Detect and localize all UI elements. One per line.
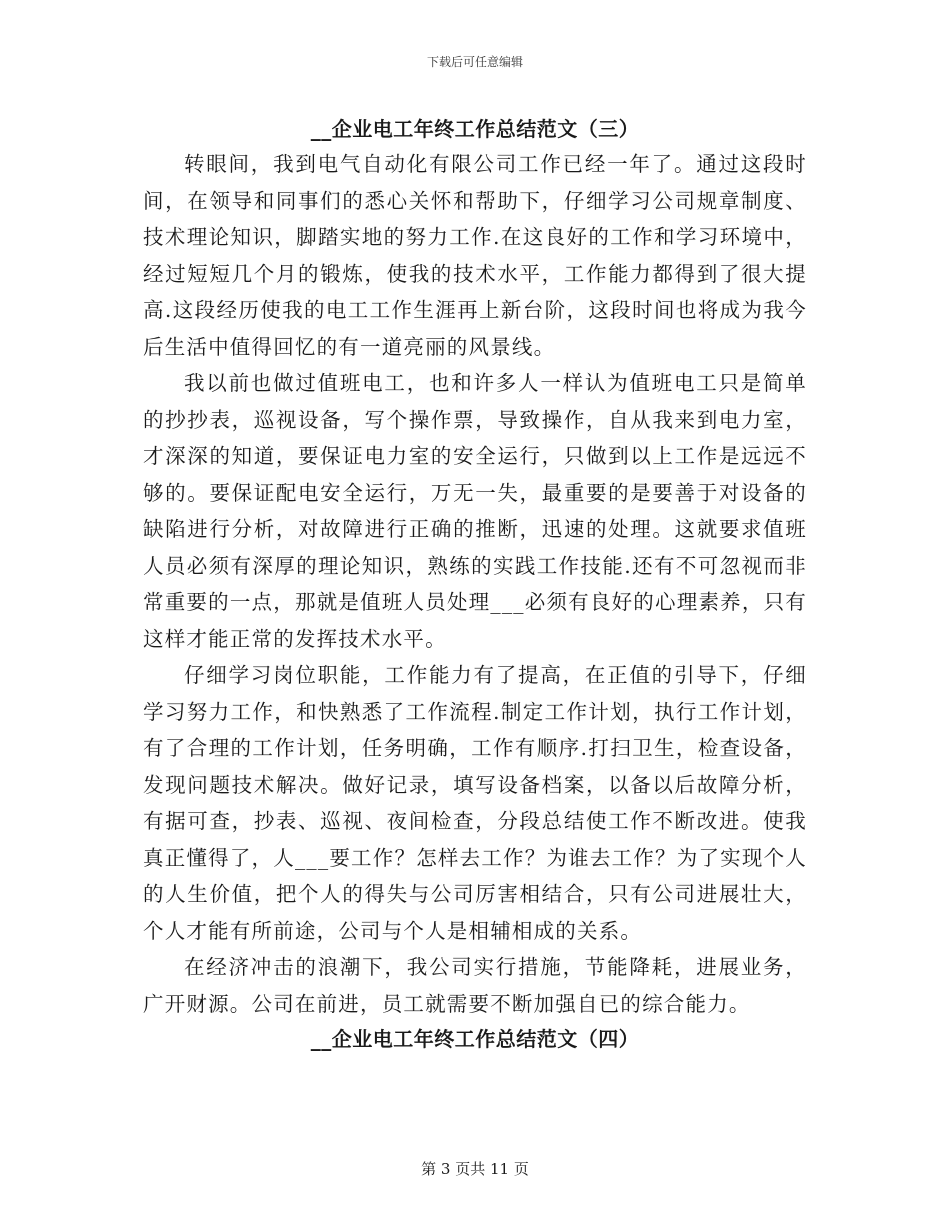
section-title-3: __企业电工年终工作总结范文（三） xyxy=(310,117,640,141)
header-note: 下载后可任意编辑 xyxy=(426,55,523,69)
paragraph-3: 仔细学习岗位职能，工作能力有了提高，在正值的引导下，仔细学习努力工作，和快熟悉了工作流程.制定工作计划，执行工作计划，有了合理的工作计划，任务明确，工作有顺序.打扫卫生，检查设备，发现问题技术解决。做好记录，填写设备档案，以备以后故障分析，有据可查，抄表、巡视、夜间检查，分段总结使工作不断改进。使我真正懂得了，人___要工作？怎样去工作？为谁去工作？为了实现个人的人生价值，把个人的得失与公司厉害相结合，只有公司进展壮大，个人才能有所前途，公司与个人是相辅相成的关系。 xyxy=(143,663,807,943)
paragraph-2: 我以前也做过值班电工，也和许多人一样认为值班电工只是简单的抄抄表，巡视设备，写个操作票，导致操作，自从我来到电力室，才深深的知道，要保证电力室的安全运行，只做到以上工作是远远不够的。要保证配电安全运行，万无一失，最重要的是要善于对设备的缺陷进行分析，对故障进行正确的推断，迅速的处理。这就要求值班人员必须有深厚的理论知识，熟练的实践工作技能.还有不可忽视而非常重要的一点，那就是值班人员处理___必须有良好的心理素养，只有这样才能正常的发挥技术水平。 xyxy=(143,371,807,651)
paragraph-1: 转眼间，我到电气自动化有限公司工作已经一年了。通过这段时间，在领导和同事们的悉心关怀和帮助下，仔细学习公司规章制度、技术理论知识，脚踏实地的努力工作.在这良好的工作和学习环境中，经过短短几个月的锻炼，使我的技术水平，工作能力都得到了很大提高.这段经历使我的电工工作生涯再上新台阶，这段时间也将成为我今后生活中值得回忆的有一道亮丽的风景线。 xyxy=(143,152,807,359)
page-footer: 第 3 页共 11 页 xyxy=(421,1160,529,1178)
section-title-4: __企业电工年终工作总结范文（四） xyxy=(310,1027,640,1051)
document-body xyxy=(143,112,807,1056)
paragraph-4: 在经济冲击的浪潮下，我公司实行措施，节能降耗，进展业务，广开财源。公司在前进，员工就需要不断加强自已的综合能力。 xyxy=(143,955,807,1016)
